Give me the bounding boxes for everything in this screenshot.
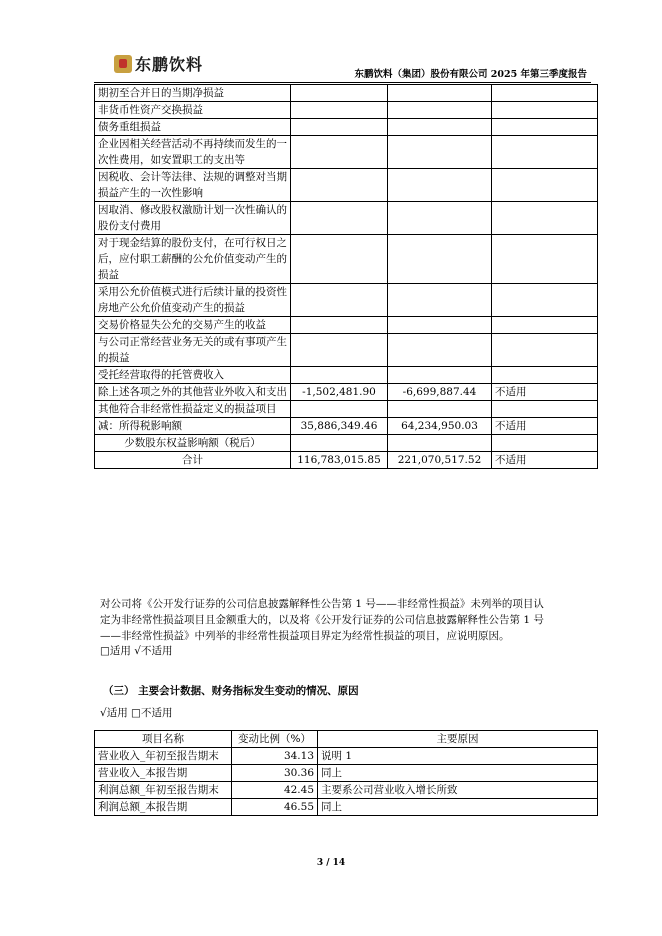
table-row xyxy=(95,418,598,435)
value-current xyxy=(291,202,388,235)
value-ytd xyxy=(388,85,492,102)
value-ytd: 221,070,517.52 xyxy=(388,452,492,469)
section-applicability-option: √适用 □不适用 xyxy=(100,707,173,719)
non-recurring-table xyxy=(94,84,598,469)
explanation-line-2: 定为非经常性损益项目且金额重大的，以及将《公开发行证券的公司信息披露解释性公告第 1 号 xyxy=(100,614,544,626)
logo-text: 东鹏饮料 xyxy=(135,55,204,74)
row-label: 非货币性资产交换损益 xyxy=(95,102,291,119)
main-reason: 同上 xyxy=(318,765,598,782)
table-row xyxy=(95,317,598,334)
applicability-option: □适用 √不适用 xyxy=(100,645,173,657)
change-pct: 30.36 xyxy=(232,765,318,782)
table-row xyxy=(95,765,598,782)
value-ytd: 64,234,950.03 xyxy=(388,418,492,435)
change-pct: 42.45 xyxy=(232,782,318,799)
value-current xyxy=(291,334,388,367)
value-ytd xyxy=(388,317,492,334)
row-label: 企业因相关经营活动不再持续而发生的一次性费用，如安置职工的支出等 xyxy=(95,136,291,169)
row-label: 交易价格显失公允的交易产生的收益 xyxy=(95,317,291,334)
page-header xyxy=(94,50,591,83)
row-label: 期初至合并日的当期净损益 xyxy=(95,85,291,102)
value-ytd xyxy=(388,169,492,202)
table-row xyxy=(95,799,598,816)
change-pct: 34.13 xyxy=(232,748,318,765)
item-name: 营业收入_年初至报告期末 xyxy=(95,748,232,765)
item-name: 营业收入_本报告期 xyxy=(95,765,232,782)
explanation-line-3: ——非经常性损益》中列举的非经常性损益项目界定为经常性损益的项目，应说明原因。 xyxy=(100,630,510,642)
main-reason: 主要系公司营业收入增长所致 xyxy=(318,782,598,799)
row-note xyxy=(492,334,598,367)
change-pct: 46.55 xyxy=(232,799,318,816)
table-row xyxy=(95,102,598,119)
value-current xyxy=(291,102,388,119)
value-current xyxy=(291,119,388,136)
row-label: 采用公允价值模式进行后续计量的投资性房地产公允价值变动产生的损益 xyxy=(95,284,291,317)
change-reasons-table xyxy=(94,730,598,816)
explanation-line-1: 对公司将《公开发行证券的公司信息披露解释性公告第 1 号——非经常性损益》未列举的项目认 xyxy=(100,598,544,610)
value-ytd xyxy=(388,119,492,136)
row-note xyxy=(492,119,598,136)
value-ytd xyxy=(388,334,492,367)
table-row xyxy=(95,401,598,418)
value-current xyxy=(291,435,388,452)
row-label: 合计 xyxy=(95,452,291,469)
header-main-reason: 主要原因 xyxy=(318,731,598,748)
row-label: 与公司正常经营业务无关的或有事项产生的损益 xyxy=(95,334,291,367)
row-note: 不适用 xyxy=(492,384,598,401)
section-heading: （三） 主要会计数据、财务指标发生变动的情况、原因 xyxy=(103,685,359,697)
value-ytd xyxy=(388,136,492,169)
table-row xyxy=(95,748,598,765)
row-note xyxy=(492,85,598,102)
table-row xyxy=(95,284,598,317)
row-note xyxy=(492,284,598,317)
main-reason: 说明 1 xyxy=(318,748,598,765)
row-label: 除上述各项之外的其他营业外收入和支出 xyxy=(95,384,291,401)
row-label: 因取消、修改股权激励计划一次性确认的股份支付费用 xyxy=(95,202,291,235)
value-ytd xyxy=(388,102,492,119)
row-note xyxy=(492,435,598,452)
header-change-pct: 变动比例（%） xyxy=(232,731,318,748)
value-current xyxy=(291,317,388,334)
row-label: 因税收、会计等法律、法规的调整对当期损益产生的一次性影响 xyxy=(95,169,291,202)
value-current: 116,783,015.85 xyxy=(291,452,388,469)
page-number: 3 / 14 xyxy=(316,858,346,868)
table-row xyxy=(95,782,598,799)
table-row-total xyxy=(95,452,598,469)
row-label: 其他符合非经常性损益定义的损益项目 xyxy=(95,401,291,418)
value-current xyxy=(291,401,388,418)
table-row xyxy=(95,435,598,452)
value-current xyxy=(291,367,388,384)
value-ytd xyxy=(388,435,492,452)
item-name: 利润总额_本报告期 xyxy=(95,799,232,816)
table-row xyxy=(95,85,598,102)
row-note: 不适用 xyxy=(492,418,598,435)
header-item-name: 项目名称 xyxy=(95,731,232,748)
logo-icon xyxy=(114,55,132,73)
table-row xyxy=(95,119,598,136)
table-row xyxy=(95,169,598,202)
item-name: 利润总额_年初至报告期末 xyxy=(95,782,232,799)
value-ytd xyxy=(388,284,492,317)
value-current xyxy=(291,235,388,284)
row-note xyxy=(492,317,598,334)
row-note xyxy=(492,367,598,384)
row-label: 受托经营取得的托管费收入 xyxy=(95,367,291,384)
row-note xyxy=(492,102,598,119)
value-ytd xyxy=(388,401,492,418)
table-row xyxy=(95,136,598,169)
value-ytd xyxy=(388,235,492,284)
row-note xyxy=(492,169,598,202)
row-note xyxy=(492,235,598,284)
table-header-row xyxy=(95,731,598,748)
row-note xyxy=(492,136,598,169)
row-label: 减：所得税影响额 xyxy=(95,418,291,435)
value-ytd xyxy=(388,202,492,235)
row-note xyxy=(492,202,598,235)
value-ytd xyxy=(388,367,492,384)
main-reason: 同上 xyxy=(318,799,598,816)
value-current: -1,502,481.90 xyxy=(291,384,388,401)
table-row xyxy=(95,334,598,367)
table-row xyxy=(95,235,598,284)
value-current: 35,886,349.46 xyxy=(291,418,388,435)
value-current xyxy=(291,169,388,202)
value-ytd: -6,699,887.44 xyxy=(388,384,492,401)
row-label: 少数股东权益影响额（税后） xyxy=(95,435,291,452)
row-label: 对于现金结算的股份支付，在可行权日之后，应付职工薪酬的公允价值变动产生的损益 xyxy=(95,235,291,284)
company-logo xyxy=(114,52,203,75)
table-row xyxy=(95,367,598,384)
row-note xyxy=(492,401,598,418)
value-current xyxy=(291,85,388,102)
value-current xyxy=(291,284,388,317)
table-row xyxy=(95,384,598,401)
value-current xyxy=(291,136,388,169)
row-note: 不适用 xyxy=(492,452,598,469)
row-label: 债务重组损益 xyxy=(95,119,291,136)
table-row xyxy=(95,202,598,235)
report-title: 东鹏饮料（集团）股份有限公司 2025 年第三季度报告 xyxy=(354,69,587,80)
